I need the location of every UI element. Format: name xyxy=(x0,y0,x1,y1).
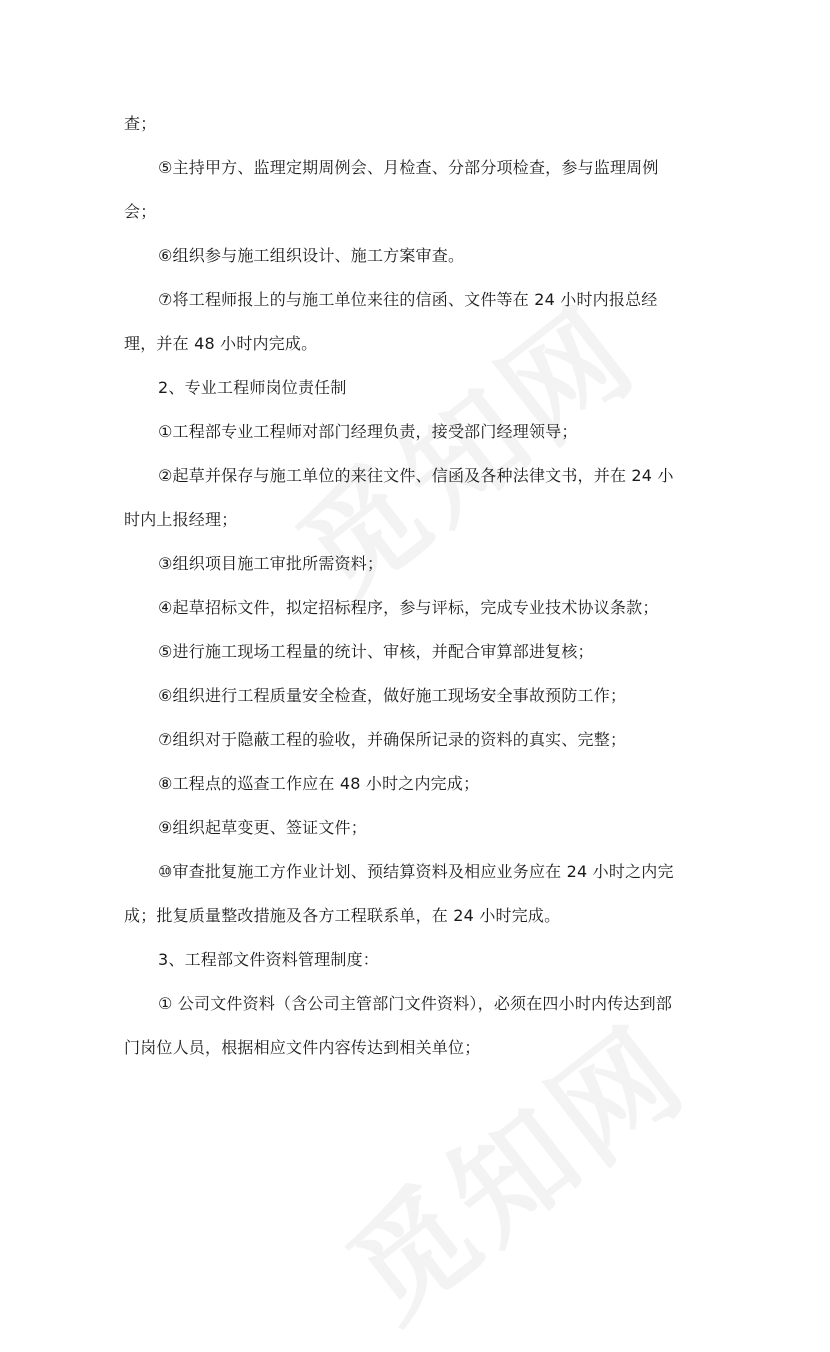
paragraph-line: ⑥组织进行工程质量安全检查，做好施工现场安全事故预防工作； xyxy=(158,686,627,705)
paragraph-line: ⑧工程点的巡查工作应在 48 小时之内完成； xyxy=(158,774,480,793)
paragraph-line: ④起草招标文件，拟定招标程序，参与评标，完成专业技术协议条款； xyxy=(158,598,659,617)
paragraph-line: 门岗位人员，根据相应文件内容传达到相关单位； xyxy=(124,1038,481,1057)
paragraph-line: 查； xyxy=(124,114,157,133)
paragraph-line: 会； xyxy=(124,202,157,221)
paragraph-line: ⑤进行施工现场工程量的统计、审核，并配合审算部进复核； xyxy=(158,642,594,661)
paragraph-line: ⑩审查批复施工方作业计划、预结算资料及相应业务应在 24 小时之内完 xyxy=(158,862,674,881)
paragraph-line: 理，并在 48 小时内完成。 xyxy=(124,334,318,353)
paragraph-line: 时内上报经理； xyxy=(124,510,238,529)
paragraph-line: ⑦将工程师报上的与施工单位来往的信函、文件等在 24 小时内报总经 xyxy=(158,290,658,309)
paragraph-line: ⑨组织起草变更、签证文件； xyxy=(158,818,367,837)
paragraph-line: ⑤主持甲方、监理定期周例会、月检查、分部分项检查，参与监理周例 xyxy=(158,158,659,177)
paragraph-line: ① 公司文件资料（含公司主管部门文件资料），必须在四小时内传达到部 xyxy=(158,994,673,1013)
paragraph-line: 成；批复质量整改措施及各方工程联系单，在 24 小时完成。 xyxy=(124,906,561,925)
watermark-logo xyxy=(258,260,666,632)
paragraph-line: ⑥组织参与施工组织设计、施工方案审查。 xyxy=(158,246,465,265)
paragraph-line: ②起草并保存与施工单位的来往文件、信函及各种法律文书，并在 24 小 xyxy=(158,466,674,485)
section-heading: 2、专业工程师岗位责任制 xyxy=(158,378,347,397)
paragraph-line: ①工程部专业工程师对部门经理负责，接受部门经理领导； xyxy=(158,422,578,441)
paragraph-line: ③组织项目施工审批所需资料； xyxy=(158,554,384,573)
section-heading: 3、工程部文件资料管理制度： xyxy=(158,950,379,969)
paragraph-line: ⑦组织对于隐蔽工程的验收，并确保所记录的资料的真实、完整； xyxy=(158,730,627,749)
